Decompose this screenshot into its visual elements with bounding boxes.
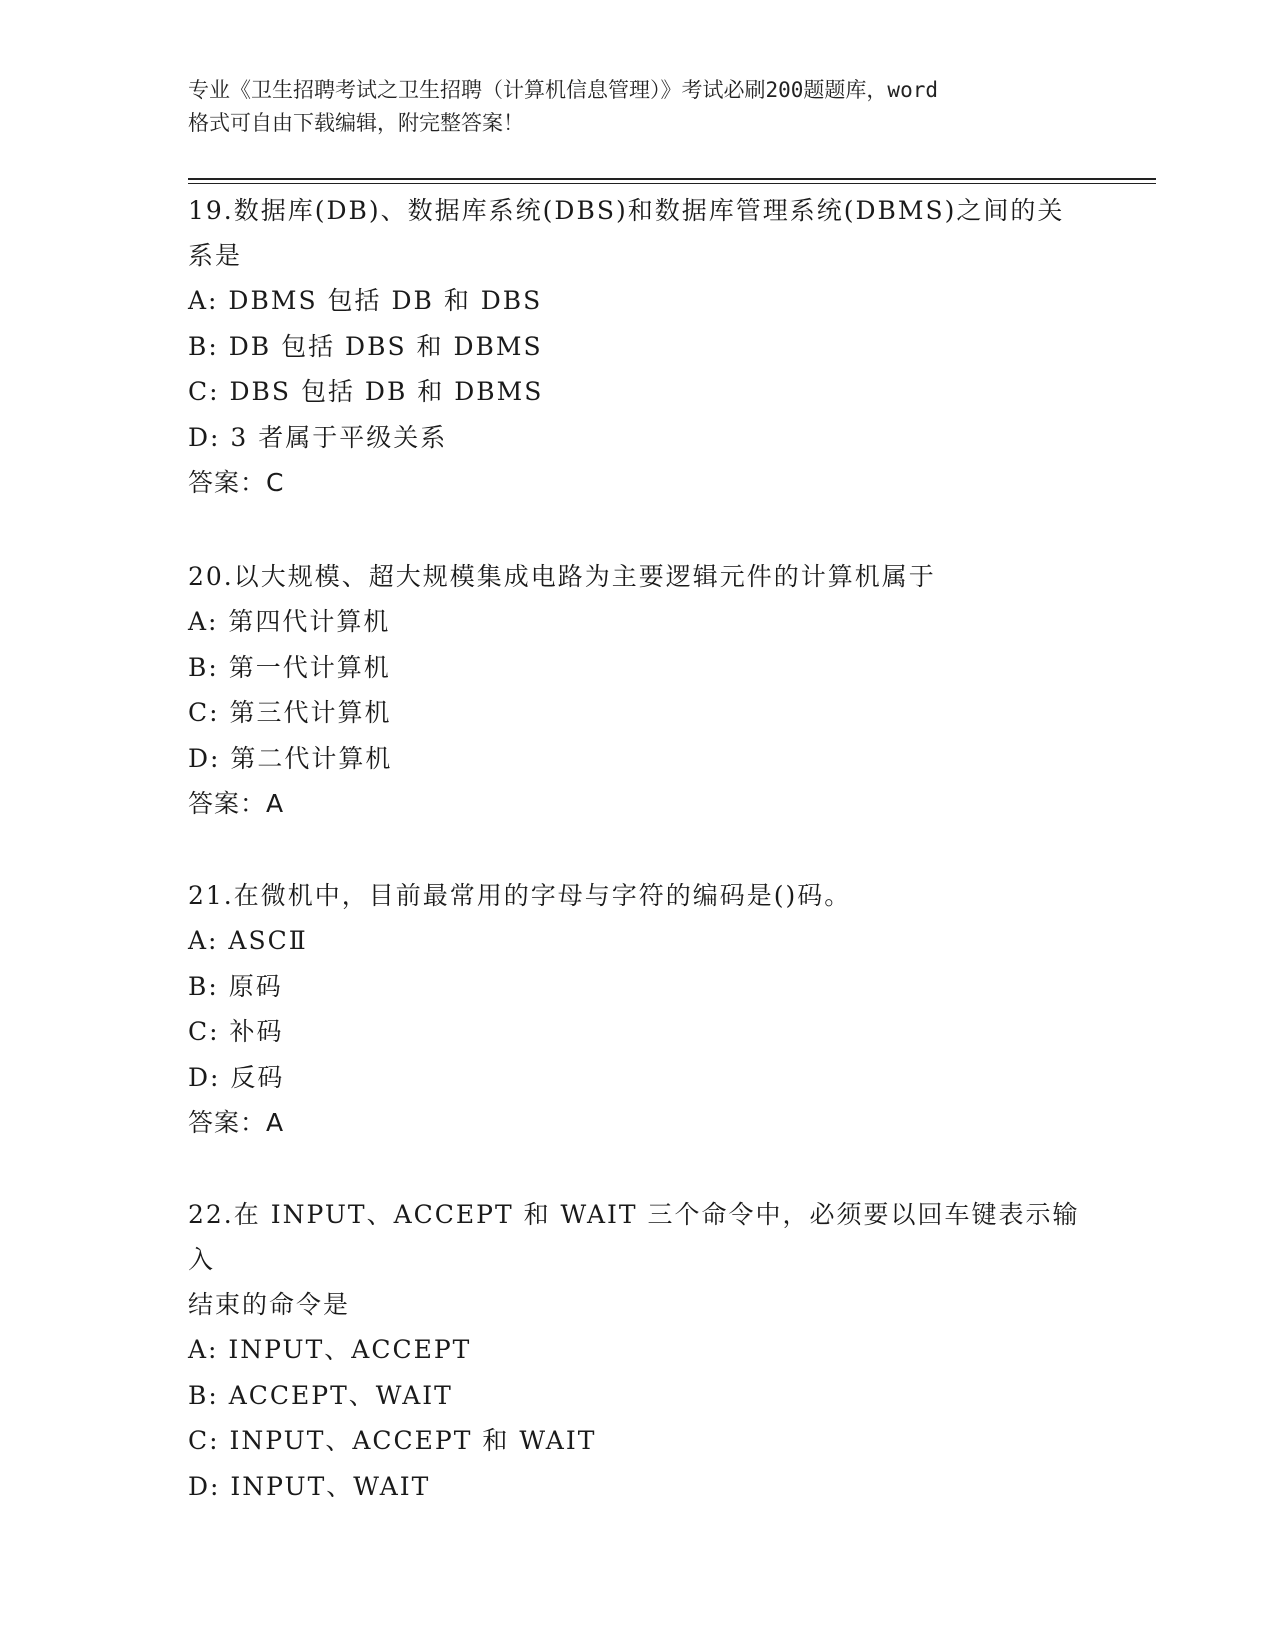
option-d: D: 3 者属于平级关系 (188, 422, 448, 452)
option-b: B: DB 包括 DBS 和 DBMS (188, 331, 543, 361)
header-line-2: 格式可自由下载编辑，附完整答案！ (188, 111, 524, 135)
option-c: C: DBS 包括 DB 和 DBMS (188, 377, 544, 406)
option-a: A: INPUT、ACCEPT (188, 1335, 472, 1364)
question-stem: 22.在 INPUT、ACCEPT 和 WAIT 三个命令中，必须要以回车键表示输入 (188, 1200, 1080, 1274)
question-22 (188, 1192, 1088, 1509)
option-b: B: 原码 (188, 971, 283, 1001)
question-stem: 19.数据库(DB)、数据库系统(DBS)和数据库管理系统(DBMS)之间的关 (188, 196, 1065, 225)
option-a: A: DBMS 包括 DB 和 DBS (188, 286, 543, 315)
option-a: A: ASCⅡ (188, 926, 308, 955)
option-d: D: 第二代计算机 (188, 743, 393, 773)
answer-label: 答案：C (188, 468, 285, 497)
option-c: C: 第三代计算机 (188, 698, 392, 727)
question-stem-continued: 结束的命令是 (188, 1290, 351, 1319)
question-stem-continued: 系是 (188, 241, 243, 270)
option-d: D: 反码 (188, 1062, 285, 1092)
header-divider-thin (188, 183, 1156, 184)
option-c: C: INPUT、ACCEPT 和 WAIT (188, 1426, 597, 1455)
question-21 (188, 873, 1088, 1145)
answer-label: 答案：A (188, 789, 285, 818)
question-20 (188, 554, 1088, 826)
option-a: A: 第四代计算机 (188, 607, 391, 636)
option-c: C: 补码 (188, 1017, 284, 1046)
header-divider-thick (188, 178, 1156, 180)
header-line-1: 专业《卫生招聘考试之卫生招聘（计算机信息管理）》考试必刷200题题库，word (188, 78, 938, 102)
answer-label: 答案：A (188, 1108, 285, 1137)
question-stem: 20.以大规模、超大规模集成电路为主要逻辑元件的计算机属于 (188, 562, 936, 591)
question-stem: 21.在微机中，目前最常用的字母与字符的编码是()码。 (188, 881, 852, 910)
question-19 (188, 188, 1088, 505)
option-b: B: 第一代计算机 (188, 652, 391, 682)
option-b: B: ACCEPT、WAIT (188, 1380, 453, 1410)
option-d: D: INPUT、WAIT (188, 1471, 431, 1501)
document-header (188, 74, 1088, 140)
